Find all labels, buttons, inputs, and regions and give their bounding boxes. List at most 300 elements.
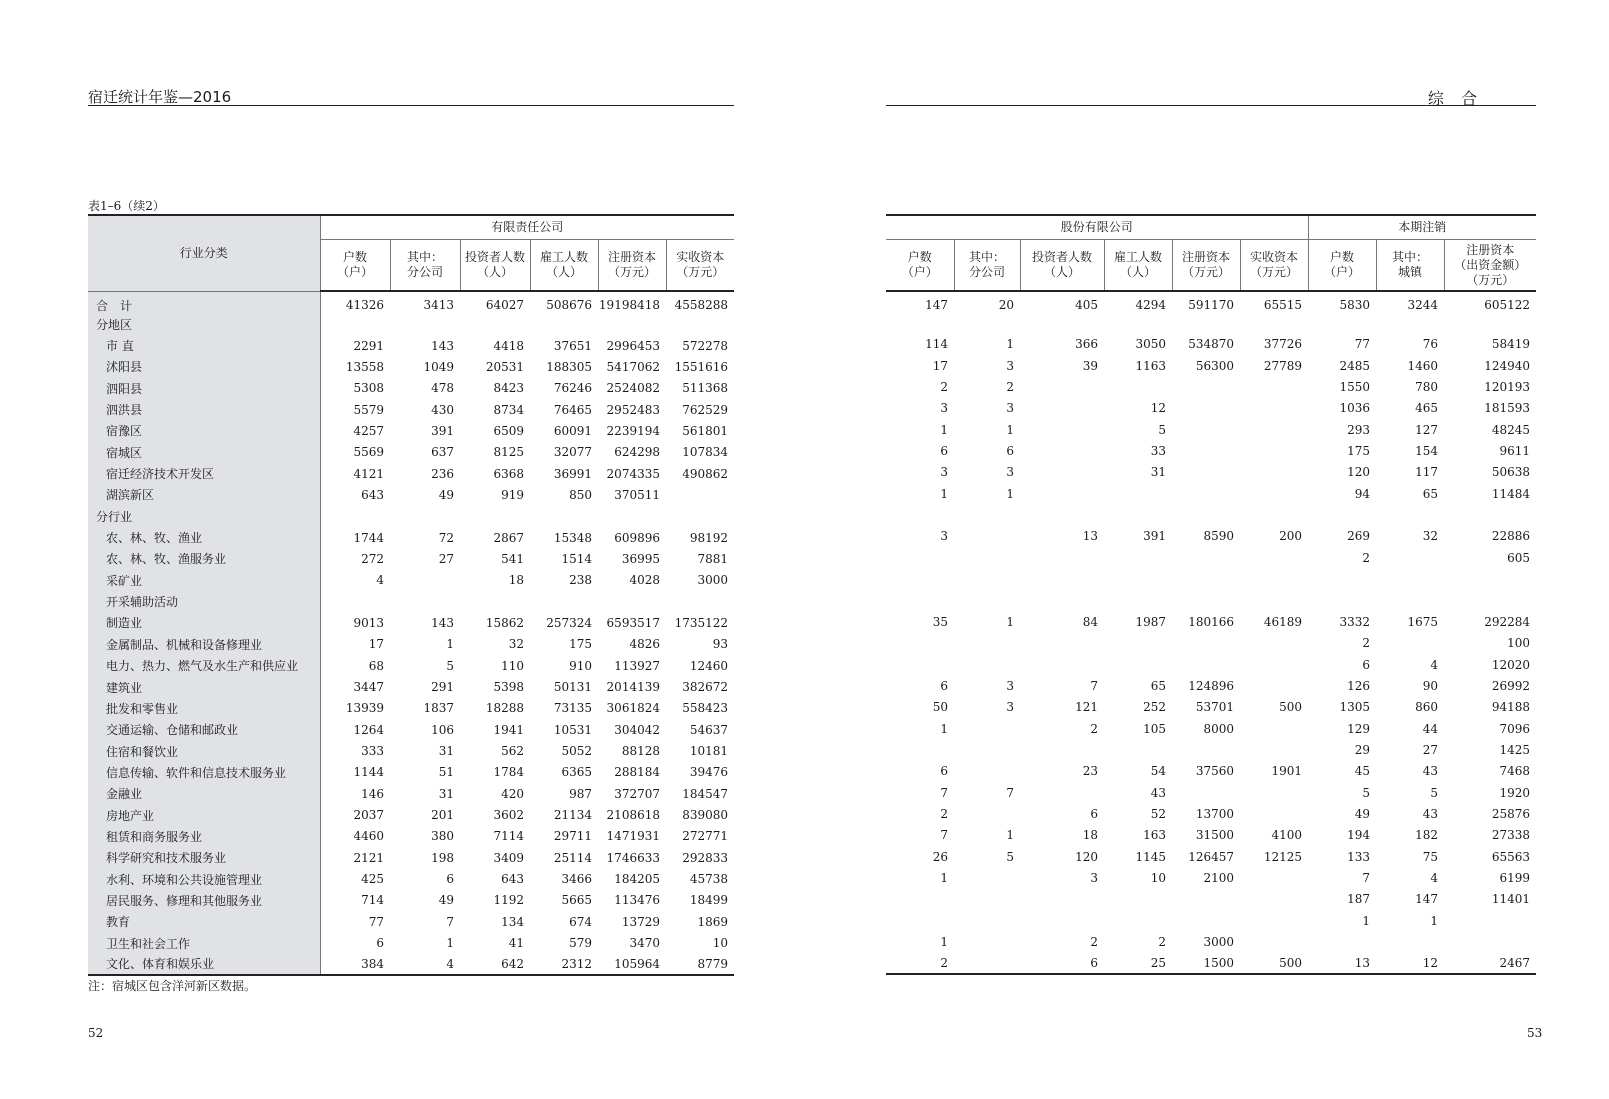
table-cell: 5052 xyxy=(561,744,592,759)
table-cell xyxy=(1444,931,1536,952)
table-cell: 1735122 xyxy=(674,615,729,630)
table-cell: 1987 xyxy=(1135,614,1166,629)
table-cell: 465 xyxy=(1415,401,1439,416)
table-cell xyxy=(1308,312,1376,333)
table-cell: 2108618 xyxy=(606,808,660,823)
table-cell: 60091 xyxy=(553,423,592,438)
table-cell: 558423 xyxy=(682,701,729,716)
table-cell: 1 xyxy=(1362,913,1371,928)
table-cell: 1500 xyxy=(1172,953,1240,974)
row-label: 分行业 xyxy=(88,506,320,527)
table-cell xyxy=(954,654,1020,675)
table-cell: 126 xyxy=(1347,678,1371,693)
group-header-joint-stock: 股份有限公司 xyxy=(886,215,1308,240)
table-cell: 26992 xyxy=(1491,678,1531,693)
table-cell: 6368 xyxy=(493,466,524,481)
table-cell xyxy=(1172,654,1240,675)
table-cell: 1 xyxy=(940,422,948,437)
col-header: 实收资本 （万元） xyxy=(1240,240,1308,292)
table-cell: 48245 xyxy=(1491,422,1531,437)
table-cell: 13939 xyxy=(345,701,384,716)
table-cell: 154 xyxy=(1415,444,1439,459)
table-row xyxy=(88,420,734,441)
row-label: 采矿业 xyxy=(88,570,320,591)
table-row xyxy=(886,803,1536,824)
table-cell xyxy=(1240,867,1308,888)
table-cell: 49 xyxy=(1354,806,1371,821)
table-cell xyxy=(1104,483,1172,504)
table-cell: 839080 xyxy=(682,808,729,823)
table-cell: 3061824 xyxy=(606,701,660,716)
header-rule-right xyxy=(886,105,1536,106)
table-cell: 126457 xyxy=(1188,849,1234,864)
table-cell: 54 xyxy=(1150,764,1166,779)
table-cell xyxy=(1240,739,1308,760)
table-cell: 107834 xyxy=(682,445,729,460)
table-cell: 605122 xyxy=(1484,297,1531,312)
table-cell xyxy=(886,910,954,931)
table-cell xyxy=(1104,312,1172,333)
table-cell: 1675 xyxy=(1407,614,1439,629)
table-row xyxy=(88,868,734,889)
table-cell: 500 xyxy=(1240,953,1308,974)
table-row xyxy=(88,634,734,655)
table-cell: 3602 xyxy=(493,808,524,823)
col-header: 投资者人数 （人） xyxy=(1020,240,1104,292)
table-row xyxy=(88,762,734,783)
table-cell: 44 xyxy=(1422,721,1439,736)
table-cell: 1 xyxy=(1006,828,1014,843)
table-cell: 7 xyxy=(446,914,454,929)
table-cell xyxy=(1308,590,1376,611)
table-cell: 508676 xyxy=(546,298,592,313)
table-cell: 6593517 xyxy=(606,615,660,630)
table-cell xyxy=(954,889,1020,910)
table-cell: 591170 xyxy=(1188,297,1234,312)
table-cell: 72 xyxy=(438,530,454,545)
table-cell: 500 xyxy=(1279,700,1303,715)
table-cell: 15348 xyxy=(553,530,592,545)
table-cell: 3 xyxy=(940,401,948,416)
table-cell: 490862 xyxy=(682,466,729,481)
table-cell: 292833 xyxy=(682,850,729,865)
col-header: 注册资本 （出资金额） （万元） xyxy=(1444,240,1536,292)
table-cell: 252 xyxy=(1143,700,1166,715)
table-cell: 4418 xyxy=(493,338,524,353)
table-cell: 380 xyxy=(431,829,454,844)
col-header: 其中： 分公司 xyxy=(954,240,1020,292)
table-cell: 4558288 xyxy=(674,298,729,313)
table-cell xyxy=(1020,504,1104,525)
table-cell xyxy=(954,803,1020,824)
table-cell: 534870 xyxy=(1188,337,1234,352)
table-cell: 3 xyxy=(1006,700,1014,715)
table-cell: 5579 xyxy=(353,402,384,417)
table-cell: 18 xyxy=(508,573,524,588)
table-row xyxy=(88,655,734,676)
table-cell: 11484 xyxy=(1491,486,1531,501)
table-cell xyxy=(530,314,598,335)
table-row xyxy=(886,782,1536,803)
row-label: 宿豫区 xyxy=(88,420,320,441)
row-label: 泗洪县 xyxy=(88,399,320,420)
table-cell: 288184 xyxy=(614,765,660,780)
table-row xyxy=(88,335,734,356)
table-cell: 1746633 xyxy=(606,850,660,865)
table-cell: 1460 xyxy=(1407,358,1439,373)
table-cell: 1 xyxy=(1006,422,1014,437)
table-row xyxy=(88,463,734,484)
table-cell: 13729 xyxy=(621,914,660,929)
table-cell: 3447 xyxy=(353,680,384,695)
col-header: 其中： 城镇 xyxy=(1376,240,1444,292)
table-cell: 77 xyxy=(1354,337,1371,352)
table-cell: 291 xyxy=(431,680,454,695)
table-cell: 3 xyxy=(940,529,948,544)
table-cell xyxy=(1172,782,1240,803)
table-cell xyxy=(1020,889,1104,910)
table-cell: 643 xyxy=(501,872,524,887)
table-cell xyxy=(1376,547,1444,568)
table-cell: 2 xyxy=(1090,934,1098,949)
table-cell xyxy=(1376,504,1444,525)
table-cell: 910 xyxy=(569,658,592,673)
table-row xyxy=(88,378,734,399)
table-cell: 94 xyxy=(1354,486,1371,501)
table-cell: 88128 xyxy=(621,744,660,759)
row-label: 建筑业 xyxy=(88,676,320,697)
table-cell xyxy=(320,591,390,612)
table-cell: 4460 xyxy=(353,829,384,844)
table-cell xyxy=(1104,910,1172,931)
table-row xyxy=(88,804,734,825)
table-cell: 6 xyxy=(940,764,948,779)
table-cell xyxy=(1240,633,1308,654)
table-cell xyxy=(1104,376,1172,397)
table-cell: 105964 xyxy=(598,954,666,975)
table-cell xyxy=(1240,398,1308,419)
table-cell: 1 xyxy=(446,936,454,951)
table-cell: 12 xyxy=(1150,401,1166,416)
table-cell xyxy=(460,591,530,612)
table-cell: 110 xyxy=(501,658,524,673)
table-cell: 50638 xyxy=(1491,465,1531,480)
table-cell xyxy=(886,504,954,525)
table-cell xyxy=(1104,633,1172,654)
table-cell: 93 xyxy=(712,637,729,652)
table-cell xyxy=(1240,910,1308,931)
table-row xyxy=(88,932,734,953)
row-header-industry: 行业分类 xyxy=(88,215,320,291)
table-row xyxy=(886,440,1536,461)
table-row xyxy=(88,676,734,697)
table-row xyxy=(886,504,1536,525)
table-cell: 272771 xyxy=(682,829,729,844)
table-cell: 3050 xyxy=(1135,337,1166,352)
col-header: 投资者人数 （人） xyxy=(460,240,530,292)
table-cell: 236 xyxy=(431,466,454,481)
table-cell: 19198418 xyxy=(598,298,660,313)
table-cell: 120193 xyxy=(1484,380,1531,395)
table-cell: 605 xyxy=(1507,550,1531,565)
table-cell: 572278 xyxy=(682,338,729,353)
table-cell: 6365 xyxy=(561,765,592,780)
table-cell: 4294 xyxy=(1135,297,1166,312)
table-cell: 41326 xyxy=(345,298,384,313)
table-cell xyxy=(1172,462,1240,483)
table-cell: 1 xyxy=(940,934,948,949)
table-cell: 31 xyxy=(438,744,454,759)
table-row xyxy=(886,568,1536,589)
table-cell: 6 xyxy=(1020,953,1104,974)
table-cell: 27 xyxy=(1422,742,1439,757)
table-cell: 7 xyxy=(1090,678,1098,693)
table-row xyxy=(886,312,1536,333)
table-cell: 120 xyxy=(1075,849,1098,864)
table-cell: 18288 xyxy=(485,701,524,716)
table-cell: 58419 xyxy=(1491,337,1531,352)
table-cell xyxy=(1020,568,1104,589)
table-cell: 37726 xyxy=(1263,337,1303,352)
yearbook-title: 宿迁统计年鉴—2016 xyxy=(88,88,232,106)
table-cell: 124896 xyxy=(1188,678,1234,693)
table-cell: 22886 xyxy=(1491,529,1531,544)
table-cell: 36995 xyxy=(621,551,660,566)
table-cell: 194 xyxy=(1347,828,1371,843)
row-label: 金属制品、机械和设备修理业 xyxy=(88,634,320,655)
table-cell: 4 xyxy=(390,954,460,975)
table-row xyxy=(88,591,734,612)
table-cell xyxy=(1104,889,1172,910)
table-cell xyxy=(666,506,734,527)
table-cell: 133 xyxy=(1347,849,1371,864)
header-rule-left xyxy=(88,105,734,106)
table-cell: 4 xyxy=(1430,657,1439,672)
table-cell: 780 xyxy=(1415,380,1439,395)
table-cell: 120 xyxy=(1347,465,1371,480)
table-cell: 8779 xyxy=(666,954,734,975)
table-cell: 2312 xyxy=(530,954,598,975)
table-cell: 4121 xyxy=(353,466,384,481)
table-cell: 3 xyxy=(940,465,948,480)
table-cell: 146 xyxy=(361,786,384,801)
table-cell: 561801 xyxy=(682,423,729,438)
table-cell xyxy=(530,506,598,527)
table-row xyxy=(886,953,1536,974)
table-cell: 134 xyxy=(501,914,524,929)
table-cell xyxy=(666,484,734,505)
table-cell xyxy=(1020,398,1104,419)
table-cell: 293 xyxy=(1347,422,1371,437)
table-cell: 1941 xyxy=(493,722,524,737)
table-cell: 1 xyxy=(446,637,454,652)
table-cell xyxy=(1104,504,1172,525)
table-cell: 333 xyxy=(361,744,384,759)
table-cell xyxy=(1104,739,1172,760)
row-label: 信息传输、软件和信息技术服务业 xyxy=(88,762,320,783)
table-cell xyxy=(598,591,666,612)
table-row xyxy=(88,954,734,975)
table-cell xyxy=(598,314,666,335)
table-cell xyxy=(666,314,734,335)
table-cell: 181593 xyxy=(1484,401,1531,416)
table-cell xyxy=(1172,590,1240,611)
table-cell: 7881 xyxy=(697,551,729,566)
table-cell: 129 xyxy=(1347,721,1371,736)
table-cell: 25876 xyxy=(1491,806,1531,821)
table-cell: 714 xyxy=(361,893,384,908)
table-cell xyxy=(1240,312,1308,333)
table-cell: 1869 xyxy=(697,914,729,929)
table-row xyxy=(88,911,734,932)
table-cell: 5 xyxy=(1158,422,1166,437)
table-cell xyxy=(598,506,666,527)
table-cell: 17 xyxy=(932,358,948,373)
row-label: 电力、热力、燃气及水生产和供应业 xyxy=(88,655,320,676)
table-cell: 32 xyxy=(1422,529,1439,544)
table-cell: 2 xyxy=(1090,721,1098,736)
table-cell: 8734 xyxy=(493,402,524,417)
table-cell: 114 xyxy=(925,337,948,352)
table-cell: 2524082 xyxy=(606,381,660,396)
table-cell: 64027 xyxy=(485,298,524,313)
table-cell: 384 xyxy=(320,954,390,975)
table-cell xyxy=(954,867,1020,888)
table-cell: 77 xyxy=(368,914,384,929)
table-cell: 2 xyxy=(1006,380,1014,395)
table-cell: 2996453 xyxy=(606,338,660,353)
table-row xyxy=(886,547,1536,568)
row-label: 水利、环境和公共设施管理业 xyxy=(88,868,320,889)
table-cell xyxy=(886,568,954,589)
table-cell xyxy=(1308,931,1376,952)
table-row xyxy=(886,761,1536,782)
table-row xyxy=(886,398,1536,419)
row-label: 教育 xyxy=(88,911,320,932)
table-cell xyxy=(1444,910,1536,931)
table-cell: 1163 xyxy=(1135,358,1166,373)
table-cell: 2074335 xyxy=(606,466,660,481)
col-header: 雇工人数 （人） xyxy=(1104,240,1172,292)
table-cell: 9611 xyxy=(1499,444,1531,459)
col-header: 户数 （户） xyxy=(886,240,954,292)
table-cell: 32077 xyxy=(553,445,592,460)
table-row xyxy=(886,654,1536,675)
row-label: 金融业 xyxy=(88,783,320,804)
table-cell: 143 xyxy=(431,338,454,353)
table-cell: 45738 xyxy=(689,872,729,887)
table-row xyxy=(886,633,1536,654)
table-row xyxy=(886,825,1536,846)
table-cell xyxy=(954,504,1020,525)
table-cell: 366 xyxy=(1075,337,1098,352)
table-cell xyxy=(1172,910,1240,931)
table-cell: 201 xyxy=(431,808,454,823)
table-cell xyxy=(1172,398,1240,419)
table-cell xyxy=(1020,633,1104,654)
table-cell: 304042 xyxy=(614,722,660,737)
table-cell: 8000 xyxy=(1203,721,1234,736)
table-row xyxy=(886,910,1536,931)
table-row xyxy=(886,611,1536,632)
table-cell: 511368 xyxy=(682,381,729,396)
table-cell xyxy=(1444,312,1536,333)
table-cell: 1 xyxy=(940,721,948,736)
table-cell: 674 xyxy=(569,914,592,929)
table-cell: 1784 xyxy=(493,765,524,780)
table-cell: 20531 xyxy=(485,359,524,374)
table-row xyxy=(886,291,1536,312)
table-cell: 8590 xyxy=(1203,529,1234,544)
table-cell xyxy=(1240,803,1308,824)
table-cell xyxy=(886,590,954,611)
row-label: 文化、体育和娱乐业 xyxy=(88,954,320,975)
table-cell: 37560 xyxy=(1195,764,1234,779)
table-cell: 184547 xyxy=(682,786,729,801)
table-cell: 3332 xyxy=(1339,614,1371,629)
table-cell: 6509 xyxy=(493,423,524,438)
row-label: 交通运输、仓储和邮政业 xyxy=(88,719,320,740)
table-cell: 21134 xyxy=(553,808,592,823)
page-number-right: 53 xyxy=(1527,1026,1543,1040)
table-cell xyxy=(1172,739,1240,760)
table-cell xyxy=(1104,568,1172,589)
table-cell: 1901 xyxy=(1271,764,1303,779)
table-cell: 1264 xyxy=(353,722,384,737)
table-row xyxy=(886,718,1536,739)
table-row xyxy=(88,570,734,591)
table-cell xyxy=(1240,547,1308,568)
table-cell: 25114 xyxy=(553,850,592,865)
table-cell: 2 xyxy=(1158,934,1166,949)
table-cell: 4100 xyxy=(1271,828,1303,843)
table-cell xyxy=(1020,440,1104,461)
table-cell: 29711 xyxy=(553,829,592,844)
table-cell: 180166 xyxy=(1188,614,1234,629)
table-cell: 187 xyxy=(1347,892,1371,907)
table-cell xyxy=(954,739,1020,760)
table-cell: 391 xyxy=(1143,529,1166,544)
table-cell: 3466 xyxy=(561,872,592,887)
table-cell: 372707 xyxy=(614,786,660,801)
table-cell xyxy=(1240,675,1308,696)
table-cell: 76246 xyxy=(553,381,592,396)
table-cell: 198 xyxy=(431,850,454,865)
table-cell: 430 xyxy=(431,402,454,417)
row-label: 居民服务、修理和其他服务业 xyxy=(88,890,320,911)
table-cell: 2952483 xyxy=(606,402,660,417)
table-cell: 184205 xyxy=(614,872,660,887)
table-cell xyxy=(954,526,1020,547)
table-cell: 50131 xyxy=(553,680,592,695)
table-cell xyxy=(1240,568,1308,589)
table-cell: 3 xyxy=(1090,870,1098,885)
table-cell xyxy=(1020,312,1104,333)
table-cell: 2467 xyxy=(1444,953,1536,974)
table-cell: 541 xyxy=(501,551,524,566)
table-row xyxy=(886,675,1536,696)
table-cell xyxy=(1104,547,1172,568)
table-cell: 7114 xyxy=(493,829,524,844)
table-cell: 43 xyxy=(1422,764,1439,779)
table-cell: 56300 xyxy=(1195,358,1234,373)
row-label: 宿迁经济技术开发区 xyxy=(88,463,320,484)
table-cell: 637 xyxy=(431,445,454,460)
table-cell: 50 xyxy=(932,700,948,715)
table-cell: 762529 xyxy=(682,402,729,417)
row-label: 卫生和社会工作 xyxy=(88,932,320,953)
table-cell: 13558 xyxy=(345,359,384,374)
